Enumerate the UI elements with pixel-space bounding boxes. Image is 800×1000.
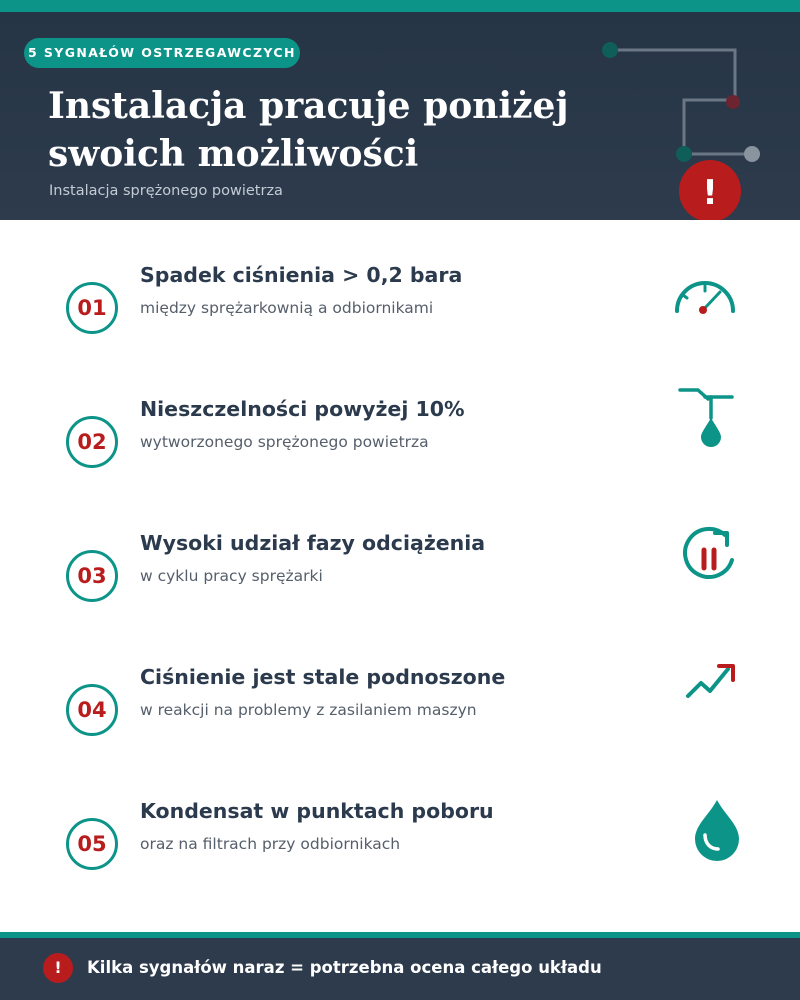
- signal-title: Kondensat w punktach poboru: [140, 799, 494, 823]
- signal-description: oraz na filtrach przy odbiornikach: [140, 835, 401, 853]
- header: [0, 12, 800, 220]
- signal-item: [0, 263, 800, 402]
- signal-title: Spadek ciśnienia > 0,2 bara: [140, 263, 463, 287]
- pressure-gauge-icon: [668, 252, 748, 332]
- signal-number: 03: [66, 550, 118, 602]
- signal-description: w reakcji na problemy z zasilaniem maszyn: [140, 701, 477, 719]
- svg-text:!: !: [702, 173, 718, 213]
- pipe-network-decoration: [590, 24, 790, 220]
- signal-title: Nieszczelności powyżej 10%: [140, 397, 465, 421]
- signal-number: 05: [66, 818, 118, 870]
- signal-item: [0, 799, 800, 938]
- signal-item: [0, 665, 800, 804]
- header-badge: 5 SYGNAŁÓW OSTRZEGAWCZYCH: [24, 38, 300, 68]
- signal-number: 01: [66, 282, 118, 334]
- page-title: Instalacja pracuje poniżej swoich możliwości: [48, 85, 569, 175]
- cycle-pause-icon: [668, 520, 748, 600]
- signal-item: [0, 531, 800, 670]
- footer: [0, 938, 800, 1000]
- signal-title: Ciśnienie jest stale podnoszone: [140, 665, 506, 689]
- trend-up-icon: [668, 654, 748, 734]
- water-drop-icon: [668, 788, 748, 868]
- top-accent-bar: [0, 0, 800, 12]
- signal-item: [0, 397, 800, 536]
- signal-title: Wysoki udział fazy odciążenia: [140, 531, 486, 555]
- footer-text: Kilka sygnałów naraz = potrzebna ocena całego układu: [87, 958, 602, 977]
- leaking-pipe-icon: [668, 386, 748, 466]
- signal-number: 02: [66, 416, 118, 468]
- page-subtitle: Instalacja sprężonego powietrza: [49, 183, 283, 199]
- signal-number: 04: [66, 684, 118, 736]
- alert-icon: [679, 160, 741, 220]
- alert-icon: !: [43, 953, 73, 983]
- signal-description: w cyklu pracy sprężarki: [140, 567, 323, 585]
- signal-description: wytworzonego sprężonego powietrza: [140, 433, 429, 451]
- signal-description: między sprężarkownią a odbiornikami: [140, 299, 434, 317]
